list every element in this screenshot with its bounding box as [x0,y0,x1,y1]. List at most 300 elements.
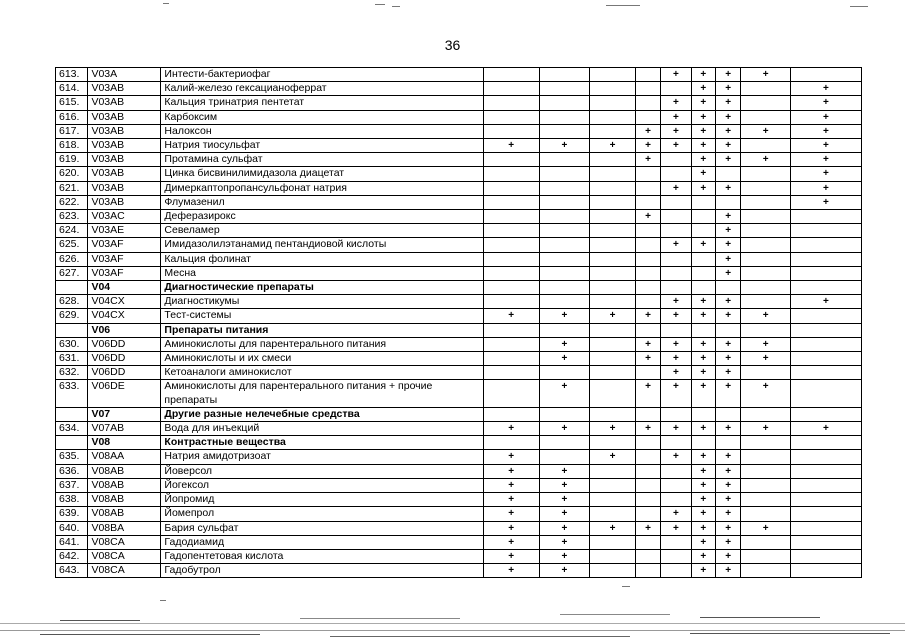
availability-mark: + [691,521,715,535]
availability-mark [635,224,660,238]
table-row [56,450,862,464]
row-number: 613. [56,68,88,82]
availability-mark [483,181,539,195]
row-number: 625. [56,238,88,252]
availability-mark [661,153,691,167]
availability-mark [691,224,715,238]
page-number: 36 [444,37,461,53]
availability-mark [590,464,636,478]
availability-mark: + [635,521,660,535]
drug-name: Йопромид [161,493,483,507]
availability-mark: + [483,309,539,323]
availability-mark [635,82,660,96]
availability-mark [539,450,590,464]
availability-mark: + [483,422,539,436]
availability-mark [590,224,636,238]
availability-mark: + [715,521,740,535]
availability-mark: + [691,153,715,167]
availability-mark [539,295,590,309]
availability-mark: + [691,82,715,96]
availability-mark: + [691,110,715,124]
availability-mark [741,195,791,209]
atc-code: V08CA [88,549,161,563]
drug-name: Димеркаптопропансульфонат натрия [161,181,483,195]
table-row [56,309,862,323]
availability-mark [741,323,791,337]
row-number: 620. [56,167,88,181]
availability-mark [539,366,590,380]
availability-mark: + [790,422,861,436]
availability-mark: + [483,521,539,535]
availability-mark: + [715,68,740,82]
availability-mark [590,124,636,138]
row-number: 641. [56,535,88,549]
row-number: 627. [56,266,88,280]
availability-mark: + [715,450,740,464]
availability-mark: + [691,337,715,351]
drug-name: Бария сульфат [161,521,483,535]
availability-mark [483,153,539,167]
availability-mark: + [741,68,791,82]
atc-code: V03A [88,68,161,82]
availability-mark [590,110,636,124]
availability-mark [483,407,539,421]
availability-mark [483,210,539,224]
table-row [56,380,862,407]
availability-mark [741,238,791,252]
availability-mark: + [691,167,715,181]
availability-mark [590,366,636,380]
availability-mark [790,281,861,295]
availability-mark: + [590,521,636,535]
availability-mark [691,252,715,266]
row-number: 630. [56,337,88,351]
atc-code: V03AB [88,195,161,209]
availability-mark: + [635,210,660,224]
drug-name: Карбоксим [161,110,483,124]
atc-code: V03AB [88,82,161,96]
availability-mark: + [661,110,691,124]
availability-mark [741,564,791,578]
atc-code: V04CX [88,309,161,323]
atc-code: V03AB [88,153,161,167]
row-number: 643. [56,564,88,578]
row-number: 635. [56,450,88,464]
availability-mark [661,407,691,421]
availability-mark [661,252,691,266]
availability-mark [741,139,791,153]
availability-mark [483,295,539,309]
row-number: 628. [56,295,88,309]
availability-mark [635,167,660,181]
availability-mark [790,464,861,478]
row-number: 618. [56,139,88,153]
row-number: 614. [56,82,88,96]
drug-name: Налоксон [161,124,483,138]
availability-mark [715,195,740,209]
availability-mark [790,323,861,337]
availability-mark [661,82,691,96]
drug-name: Натрия тиосульфат [161,139,483,153]
availability-mark: + [635,139,660,153]
availability-mark: + [691,535,715,549]
row-number: 621. [56,181,88,195]
availability-mark [790,564,861,578]
availability-mark [790,266,861,280]
availability-mark [635,436,660,450]
availability-mark: + [661,295,691,309]
drug-name: Аминокислоты для парентерального питания [161,337,483,351]
availability-mark [483,380,539,407]
availability-mark [741,464,791,478]
availability-mark [741,366,791,380]
availability-mark [790,450,861,464]
atc-code: V07AB [88,422,161,436]
availability-mark: + [661,96,691,110]
drug-name: Флумазенил [161,195,483,209]
drug-name: Месна [161,266,483,280]
availability-mark: + [790,110,861,124]
availability-mark: + [661,450,691,464]
availability-mark [635,295,660,309]
availability-mark [741,493,791,507]
availability-mark [741,167,791,181]
availability-mark [483,195,539,209]
table-row [56,252,862,266]
availability-mark: + [790,153,861,167]
availability-mark: + [691,450,715,464]
availability-mark: + [741,153,791,167]
section-row [56,436,862,450]
availability-mark [590,493,636,507]
availability-mark: + [539,507,590,521]
availability-mark [539,167,590,181]
availability-mark [635,478,660,492]
availability-mark [590,295,636,309]
table-row [56,195,862,209]
availability-mark: + [691,295,715,309]
availability-mark: + [691,366,715,380]
table-row [56,478,862,492]
availability-mark [790,210,861,224]
availability-mark [790,352,861,366]
availability-mark: + [715,96,740,110]
availability-mark: + [790,181,861,195]
availability-mark: + [539,478,590,492]
availability-mark [741,507,791,521]
table-row [56,564,862,578]
availability-mark [539,436,590,450]
availability-mark [661,478,691,492]
atc-code: V06 [88,323,161,337]
availability-mark: + [790,96,861,110]
availability-mark [741,436,791,450]
availability-mark [539,252,590,266]
availability-mark [715,167,740,181]
table-row [56,295,862,309]
atc-code: V03AF [88,252,161,266]
availability-mark [539,238,590,252]
availability-mark [590,380,636,407]
availability-mark: + [661,521,691,535]
availability-mark: + [741,337,791,351]
availability-mark [715,281,740,295]
availability-mark: + [661,380,691,407]
availability-mark: + [691,478,715,492]
drug-name: Интести-бактериофаг [161,68,483,82]
row-number [56,323,88,337]
availability-mark [539,124,590,138]
availability-mark: + [691,238,715,252]
table-row [56,96,862,110]
atc-code: V06DD [88,352,161,366]
availability-mark [635,68,660,82]
availability-mark: + [539,309,590,323]
availability-mark [635,450,660,464]
availability-mark: + [483,507,539,521]
availability-mark [661,167,691,181]
atc-code: V04CX [88,295,161,309]
availability-mark [635,252,660,266]
table-row [56,422,862,436]
availability-mark: + [715,366,740,380]
availability-mark: + [691,352,715,366]
atc-code: V08CA [88,535,161,549]
availability-mark: + [790,295,861,309]
drug-name: Кальция тринатрия пентетат [161,96,483,110]
availability-mark: + [635,309,660,323]
availability-mark [661,323,691,337]
atc-code: V03AB [88,110,161,124]
availability-mark [590,281,636,295]
availability-mark [590,407,636,421]
availability-mark: + [590,309,636,323]
availability-mark [790,366,861,380]
availability-mark [539,266,590,280]
availability-mark [590,82,636,96]
availability-mark: + [661,309,691,323]
atc-code: V03AF [88,266,161,280]
availability-mark [539,281,590,295]
availability-mark [635,366,660,380]
availability-mark: + [590,139,636,153]
availability-mark: + [539,380,590,407]
atc-code: V07 [88,407,161,421]
row-number [56,407,88,421]
availability-mark [635,507,660,521]
table-row [56,464,862,478]
availability-mark [590,337,636,351]
availability-mark [539,181,590,195]
availability-mark [790,252,861,266]
availability-mark [741,110,791,124]
drug-name: Аминокислоты для парентерального питания + прочие препараты [161,380,483,407]
table-row [56,224,862,238]
availability-mark [661,535,691,549]
availability-mark: + [635,153,660,167]
availability-mark: + [741,124,791,138]
availability-mark [590,323,636,337]
availability-mark [590,478,636,492]
availability-mark [590,535,636,549]
availability-mark: + [790,167,861,181]
availability-mark [539,407,590,421]
availability-mark [635,195,660,209]
drug-name: Цинка бисвинилимидазола диацетат [161,167,483,181]
availability-mark: + [691,380,715,407]
availability-mark: + [715,549,740,563]
row-number: 617. [56,124,88,138]
drug-name: Деферазирокс [161,210,483,224]
availability-mark [661,266,691,280]
availability-mark [483,238,539,252]
drug-table [55,67,862,578]
availability-mark [790,507,861,521]
availability-mark [790,309,861,323]
availability-mark [661,493,691,507]
availability-mark [661,564,691,578]
availability-mark [741,478,791,492]
atc-code: V06DD [88,337,161,351]
availability-mark [635,266,660,280]
scan-artifacts-top [0,0,905,12]
availability-mark [483,252,539,266]
availability-mark: + [539,337,590,351]
table-row [56,352,862,366]
availability-mark [635,564,660,578]
atc-code: V03AB [88,167,161,181]
drug-name: Диагностические препараты [161,281,483,295]
availability-mark [590,68,636,82]
row-number: 631. [56,352,88,366]
availability-mark [590,549,636,563]
row-number: 624. [56,224,88,238]
drug-name: Йогексол [161,478,483,492]
availability-mark: + [661,422,691,436]
availability-mark [790,521,861,535]
table-row [56,124,862,138]
availability-mark [661,436,691,450]
availability-mark [741,210,791,224]
availability-mark: + [539,464,590,478]
availability-mark: + [635,337,660,351]
availability-mark [790,493,861,507]
table-row [56,210,862,224]
availability-mark [741,266,791,280]
availability-mark: + [635,352,660,366]
drug-name: Диагностикумы [161,295,483,309]
availability-mark: + [539,139,590,153]
availability-mark [483,266,539,280]
drug-name: Йоверсол [161,464,483,478]
availability-mark [590,352,636,366]
drug-name: Протамина сульфат [161,153,483,167]
availability-mark: + [715,535,740,549]
availability-mark [661,549,691,563]
availability-mark: + [715,252,740,266]
availability-mark: + [715,380,740,407]
availability-mark [790,337,861,351]
drug-name: Другие разные нелечебные средства [161,407,483,421]
availability-mark [483,281,539,295]
row-number: 629. [56,309,88,323]
availability-mark: + [691,68,715,82]
availability-mark: + [741,521,791,535]
availability-mark: + [715,493,740,507]
availability-mark [741,252,791,266]
atc-code: V03AF [88,238,161,252]
availability-mark [691,195,715,209]
availability-mark: + [715,464,740,478]
availability-mark [661,464,691,478]
atc-code: V08BA [88,521,161,535]
row-number: 637. [56,478,88,492]
row-number: 622. [56,195,88,209]
row-number [56,436,88,450]
availability-mark: + [661,181,691,195]
availability-mark [790,549,861,563]
row-number: 619. [56,153,88,167]
section-row [56,407,862,421]
availability-mark: + [715,224,740,238]
availability-mark [590,564,636,578]
row-number: 615. [56,96,88,110]
availability-mark: + [539,493,590,507]
table-row [56,167,862,181]
availability-mark: + [661,366,691,380]
availability-mark [790,478,861,492]
availability-mark [483,337,539,351]
availability-mark [790,238,861,252]
availability-mark [691,266,715,280]
availability-mark: + [483,564,539,578]
availability-mark: + [790,124,861,138]
availability-mark: + [715,422,740,436]
availability-mark [483,366,539,380]
availability-mark [483,82,539,96]
availability-mark: + [539,535,590,549]
availability-mark: + [715,181,740,195]
availability-mark [635,407,660,421]
availability-mark [790,380,861,407]
availability-mark: + [661,507,691,521]
availability-mark [590,507,636,521]
availability-mark [483,96,539,110]
drug-name: Гадобутрол [161,564,483,578]
table-row [56,181,862,195]
availability-mark [539,82,590,96]
availability-mark: + [539,352,590,366]
atc-code: V03AE [88,224,161,238]
section-row [56,323,862,337]
availability-mark: + [715,295,740,309]
availability-mark [635,238,660,252]
availability-mark [483,436,539,450]
scan-artifacts-bottom [0,596,905,640]
availability-mark [790,535,861,549]
availability-mark: + [661,238,691,252]
availability-mark [691,210,715,224]
availability-mark: + [691,549,715,563]
table-row [56,549,862,563]
drug-name: Калий-железо гексацианоферрат [161,82,483,96]
availability-mark: + [635,380,660,407]
row-number: 642. [56,549,88,563]
availability-mark: + [715,82,740,96]
availability-mark [539,110,590,124]
availability-mark [635,549,660,563]
availability-mark: + [483,549,539,563]
